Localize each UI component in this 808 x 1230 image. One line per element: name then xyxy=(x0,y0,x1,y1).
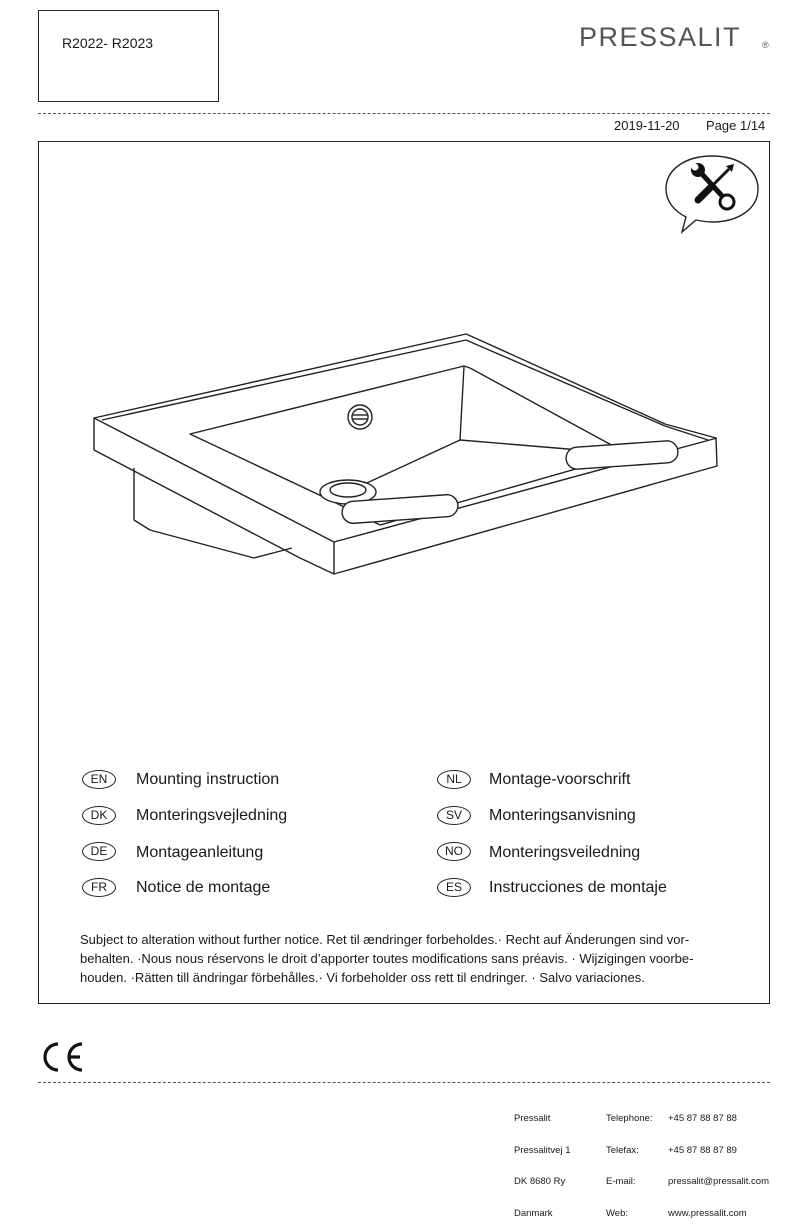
brand-logo: PRESSALIT xyxy=(579,22,742,52)
lang-label-nl: Montage-voorschrift xyxy=(489,771,631,788)
contact-label: Telephone: xyxy=(606,1113,653,1124)
lang-code-es: ES xyxy=(437,878,471,897)
lang-label-es: Instrucciones de montaje xyxy=(489,879,667,896)
contact-email: pressalit@pressalit.com xyxy=(668,1176,769,1187)
lang-label-fr: Notice de montage xyxy=(136,879,271,896)
address-line: Pressalit xyxy=(514,1113,551,1124)
ce-mark-icon xyxy=(38,1040,86,1074)
document-date: 2019-11-20 xyxy=(614,118,680,133)
contact-fax: +45 87 88 87 89 xyxy=(668,1144,737,1156)
contact-web: www.pressalit.com xyxy=(668,1207,747,1219)
lang-label-dk: Monteringsvejledning xyxy=(136,807,288,824)
lang-code-no: NO xyxy=(437,842,471,861)
lang-label-en: Mounting instruction xyxy=(136,771,280,788)
lang-label-de: Montageanleitung xyxy=(136,844,264,861)
lang-label-no: Monteringsveiledning xyxy=(489,844,641,861)
address-line: DK 8680 Ry xyxy=(514,1176,566,1187)
lang-code-sv: SV xyxy=(437,806,471,825)
contact-label: E-mail: xyxy=(606,1176,636,1187)
screwdriver-wrench-icon xyxy=(662,152,762,236)
page-number: Page 1/14 xyxy=(706,118,766,133)
lang-code-en: EN xyxy=(82,770,116,789)
disclaimer-line: behalten. ·Nous nous réservons le droit d’apporter toutes modifications sans préavis. · Wijzigingen voorbe- xyxy=(80,951,694,966)
disclaimer-text xyxy=(80,930,730,987)
address-line: Pressalitvej 1 xyxy=(514,1144,571,1156)
lang-code-nl: NL xyxy=(437,770,471,789)
contact-label: Telefax: xyxy=(606,1144,639,1156)
lang-label-sv: Monteringsanvisning xyxy=(489,807,636,824)
lang-code-fr: FR xyxy=(82,878,116,897)
lang-code-dk: DK xyxy=(82,806,116,825)
disclaimer-line: houden. ·Rätten till ändringar förbehålles.· Vi forbeholder oss rett til endringer. · Salvo variaciones. xyxy=(80,970,645,985)
product-code-box xyxy=(38,10,219,102)
contact-phone: +45 87 88 87 88 xyxy=(668,1113,737,1124)
address-line: Danmark xyxy=(514,1207,553,1219)
brand-registered-mark: ® xyxy=(762,40,769,50)
disclaimer-line: Subject to alteration without further notice. Ret til ændringer forbeholdes.· Recht auf Änderungen sind vor- xyxy=(80,932,690,947)
footer-divider xyxy=(38,1082,770,1083)
header-divider xyxy=(38,113,770,114)
lang-code-de: DE xyxy=(82,842,116,861)
product-codes: R2022- R2023 xyxy=(62,35,154,51)
footer-contact-values xyxy=(668,1093,769,1230)
contact-label: Web: xyxy=(606,1207,629,1219)
washbasin-illustration xyxy=(80,320,730,580)
footer-contact-labels xyxy=(606,1093,652,1230)
footer-address xyxy=(514,1093,571,1230)
